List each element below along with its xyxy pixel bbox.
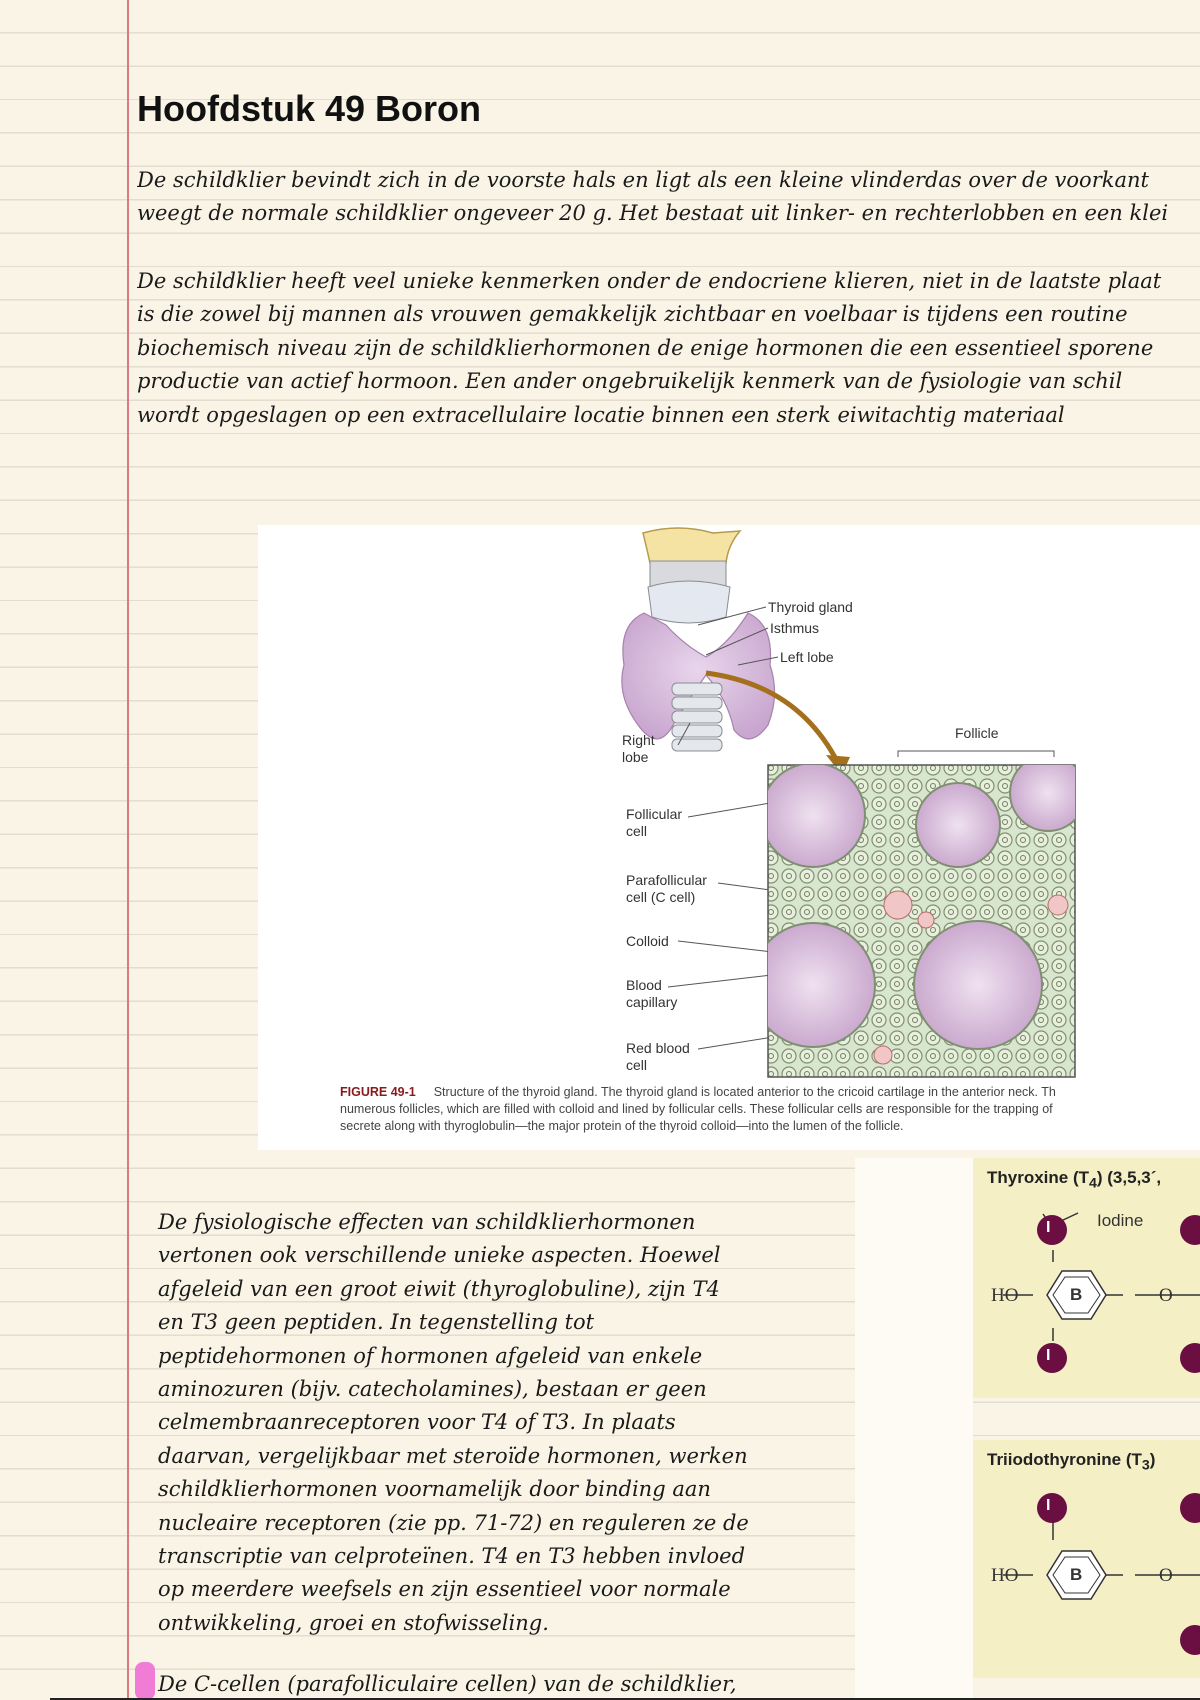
- effects-line: afgeleid van een groot eiwit (thyroglobuline), zijn T4: [158, 1276, 720, 1301]
- label-blood-capillary: Blood capillary: [626, 977, 678, 1010]
- iodine-atom: I: [1046, 1219, 1051, 1236]
- oxygen-label: O: [1159, 1565, 1173, 1586]
- label-red-blood-cell: Red blood cell: [626, 1040, 690, 1073]
- label-isthmus: Isthmus: [770, 620, 820, 636]
- hydroxyl-label: HO: [991, 1285, 1019, 1306]
- label-left-lobe: Left lobe: [780, 649, 834, 665]
- effects-line: De fysiologische effecten van schildklierhormonen: [158, 1210, 696, 1234]
- iodine-atom: I: [1046, 1347, 1051, 1364]
- label-right-lobe: Right lobe: [622, 732, 655, 765]
- thyroid-figure: [258, 525, 1200, 1150]
- label-follicular-cell: Follicular cell: [626, 806, 683, 839]
- thyroid-illustration: [258, 525, 1200, 1150]
- features-line: productie van actief hormoon. Een ander ongebruikelijk kenmerk van de fysiologie van schil: [137, 369, 1123, 394]
- figure-caption: FIGURE 49-1 Structure of the thyroid gland. The thyroid gland is located anterior to the cricoid cartilage in the anterior neck. Th numerous follicles, which are filled with colloid and lined by follicular cells. These follicular cells are responsible for the trapping of secrete along with thyroglobulin—the major protein of the thyroid colloid—into the lumen of the follicle.: [340, 1085, 1056, 1133]
- label-parafollicular-cell: Parafollicular cell (C cell): [626, 872, 707, 905]
- benzene-ring-label: B: [1070, 1285, 1083, 1304]
- label-follicle: Follicle: [955, 725, 999, 741]
- effects-paragraph: [158, 1206, 858, 1640]
- features-line: De schildklier heeft veel unieke kenmerken onder de endocriene klieren, niet in de laatste plaat: [137, 269, 1162, 293]
- effects-line: transcriptie van celproteïnen. T4 en T3 hebben invloed: [158, 1544, 746, 1569]
- features-line: wordt opgeslagen op een extracellulaire locatie binnen een sterk eiwitachtig materiaal: [137, 402, 1065, 427]
- triiodothyronine-diagram: [973, 1440, 1200, 1678]
- effects-line: ontwikkeling, groei en stofwisseling.: [158, 1610, 549, 1635]
- features-paragraph: [137, 265, 1200, 432]
- effects-line: celmembraanreceptoren voor T4 of T3. In plaats: [158, 1410, 676, 1435]
- effects-line: daarvan, vergelijkbaar met steroïde hormonen, werken: [158, 1443, 748, 1468]
- label-thyroid-gland: Thyroid gland: [768, 599, 853, 615]
- notebook-margin-line: [127, 0, 129, 1700]
- intro-line: weegt de normale schildklier ongeveer 20 g. Het bestaat uit linker- en rechterlobben en een klei: [137, 201, 1169, 226]
- page-gap: [855, 1158, 973, 1700]
- c-cells-line: De C-cellen (parafolliculaire cellen) van de schildklier,: [158, 1672, 737, 1696]
- figure-number: FIGURE 49-1: [340, 1085, 416, 1099]
- effects-line: schildklierhormonen voornamelijk door binding aan: [158, 1477, 711, 1502]
- thyroxine-title: Thyroxine $(T_4)$ (3,5,3´,: [987, 1168, 1162, 1192]
- intro-paragraph: [137, 164, 1200, 231]
- thyroxine-structure: [973, 1158, 1200, 1398]
- thyroxine-diagram: [973, 1158, 1200, 1398]
- label-colloid: Colloid: [626, 933, 669, 949]
- effects-line: peptidehormonen of hormonen afgeleid van enkele: [158, 1343, 703, 1368]
- iodine-atom: I: [1046, 1497, 1051, 1514]
- effects-line: nucleaire receptoren (zie pp. 71-72) en reguleren ze de: [158, 1510, 749, 1535]
- effects-line: vertonen ook verschillende unieke aspecten. Hoewel: [158, 1243, 721, 1268]
- hydroxyl-label: HO: [991, 1565, 1019, 1586]
- benzene-ring-label: B: [1070, 1565, 1083, 1584]
- oxygen-label: O: [1159, 1285, 1173, 1306]
- page-title: Hoofdstuk 49 Boron: [137, 88, 482, 129]
- pink-highlight-marker: [135, 1662, 155, 1700]
- triiodothyronine-title: Triiodothyronine $(T_3)$: [987, 1450, 1156, 1474]
- features-line: biochemisch niveau zijn de schildklierhormonen de enige hormonen die een essentieel sporene: [137, 335, 1154, 360]
- intro-line: De schildklier bevindt zich in de voorste hals en ligt als een kleine vlinderdas over de voorkant: [137, 168, 1149, 192]
- effects-line: en T3 geen peptiden. In tegenstelling tot: [158, 1310, 595, 1335]
- effects-line: op meerdere weefsels en zijn essentieel voor normale: [158, 1577, 731, 1602]
- iodine-label: Iodine: [1097, 1211, 1144, 1230]
- effects-line: aminozuren (bijv. catecholamines), bestaan er geen: [158, 1377, 707, 1402]
- triiodothyronine-structure: [973, 1440, 1200, 1678]
- features-line: is die zowel bij mannen als vrouwen gemakkelijk zichtbaar en voelbaar is tijdens een routine: [137, 302, 1128, 327]
